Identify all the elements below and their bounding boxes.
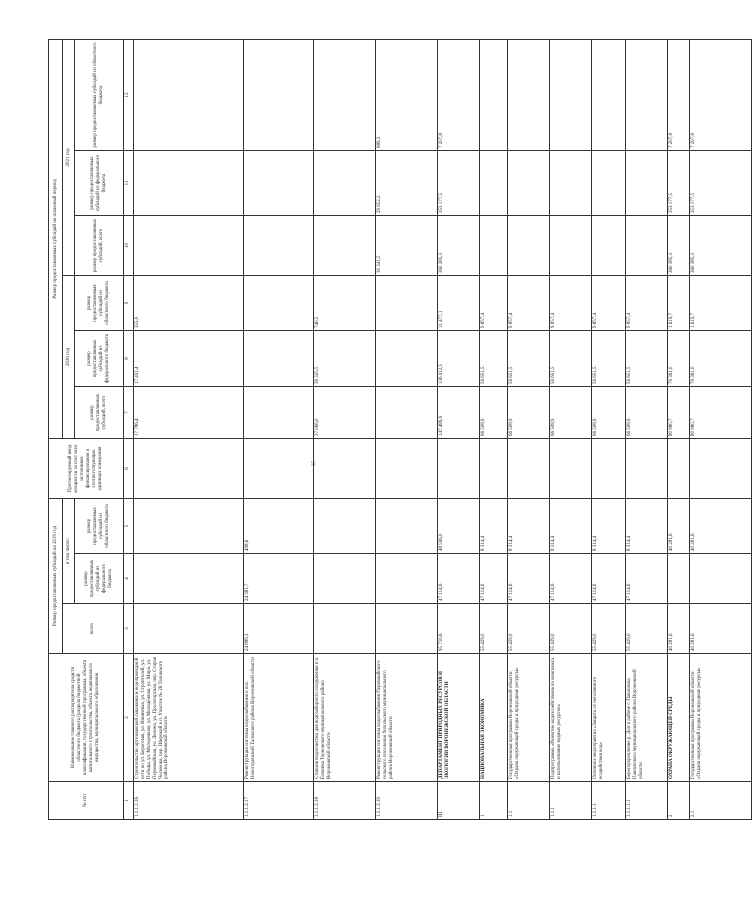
header-2019: Размер предоставляемых субсидий на 2019 год [49,498,63,653]
row-name: ОХРАНА ОКРУЖАЮЩЕЙ СРЕДЫ [668,654,690,782]
cell-value: 55 429,0 [550,604,592,654]
table-row [244,39,314,819]
column-number: 9 [124,275,134,330]
table-row [550,39,592,819]
row-name: ДЕПАРТАМЕНТ ПРИРОДНЫХ РЕСУРСОВ И ЭКОЛОГИИ ВОРОНЕЖСКОЙ ОБЛАСТИ [438,654,480,782]
table-row [438,39,480,819]
cell-value [134,604,244,654]
cell-value: 56 651,5 [480,330,508,386]
cell-value: 1 619,7 [690,275,752,330]
cell-value [244,39,314,150]
header-2019-fed: размер предоставляемых субсидий из федерального бюджета [75,554,124,604]
header-plan-period: Размер предоставляемых субсидий на плановый период [49,39,63,438]
column-number: 3 [124,604,134,654]
cell-value [480,215,508,275]
cell-value [134,39,244,150]
header-2021-total: размер предоставляемых субсидий, всего [75,215,124,275]
cell-value [626,215,668,275]
row-number: 2 [668,782,690,820]
header-capacity: Прогнозируемый ввод мощности за счет всех источников финансирования в соответствующих единицах измерения [49,438,124,498]
column-number: 12 [124,39,134,150]
cell-value [626,39,668,150]
table-row [134,39,244,819]
cell-value [480,39,508,150]
cell-value [314,498,376,553]
cell-value [314,604,376,654]
cell-value: 360 385,3 [438,215,480,275]
column-number-row [124,39,134,819]
cell-value [592,39,626,150]
cell-value: 8 314,4 [592,498,626,553]
table-row [626,39,668,819]
table-row [508,39,550,819]
column-number: 1 [124,782,134,820]
cell-value [376,275,438,330]
cell-value: 7 207,8 [438,39,480,150]
cell-value [244,275,314,330]
cell-value [244,330,314,386]
row-name: Подпрограмма «Развитие водохозяйственного комплекса и использование водных ресурсов» [550,654,592,782]
cell-value: 66 508,9 [592,386,626,438]
cell-value: 47 114,6 [626,554,668,604]
cell-value: 47 114,6 [592,554,626,604]
row-number: 1.1.1.2.18 [314,782,376,820]
row-number: 1.1.1.2.16 [134,782,244,820]
cell-value: 8 314,4 [480,498,508,553]
table-row [592,39,626,819]
table-row [480,39,508,819]
cell-value: 136 012,5 [438,330,480,386]
cell-value: 1 619,7 [668,275,690,330]
cell-value: 24 889,3 [244,604,314,654]
cell-value: 48 596,0 [438,498,480,553]
cell-value [314,438,376,498]
row-number: 1.1.1.1.1 [626,782,668,820]
cell-value: 8 314,4 [508,498,550,553]
cell-value: 17 431,4 [134,330,244,386]
column-number: 2 [124,654,134,782]
header-2019-reg: размер предоставляемых субсидий из областного бюджета [75,498,124,553]
row-name: Государственная программа Воронежской области «Охрана окружающей среды и природные ресурсы» [508,654,550,782]
header-2020-reg: размер предоставляемых субсидий из областного бюджета [75,275,124,330]
cell-value: 56 651,5 [626,330,668,386]
cell-value [690,554,752,604]
row-name: Берегоукрепление р. Дон в районе г. Павловска Павловского муниципального района Воронежской области [626,654,668,782]
cell-value [244,150,314,215]
header-name: Наименование главного распорядителя средств областного бюджета (раздела бюджетной классификации, государственной программы, объекта капитального строительства, объекта недвижимого имущества, муниципального образования [49,654,124,782]
cell-value: 9 857,4 [480,275,508,330]
cell-value [314,554,376,604]
cell-value: 29 652,2 [376,150,438,215]
header-2019-total: всего [63,604,124,654]
cell-value [550,39,592,150]
row-number: III [438,782,480,820]
cell-value: 689,3 [376,39,438,150]
cell-value [376,604,438,654]
cell-value: 353 177,5 [438,150,480,215]
subsidy-table [48,39,752,820]
cell-value: 56 651,5 [508,330,550,386]
cell-value: 66 508,9 [480,386,508,438]
cell-value [508,438,550,498]
cell-value: 7 207,8 [690,39,752,150]
cell-value: 7 207,8 [668,39,690,150]
cell-value [134,215,244,275]
header-2021: 2021 год [63,39,75,275]
cell-value [376,498,438,553]
row-name: Станция водоочистки для водозаборного сооружения в п. Ёлкинка Терновского муниципального района Воронежской области [314,654,376,782]
cell-value: 47 114,6 [480,554,508,604]
row-name: Основное мероприятие «Защита от негативного воздействия вод» [592,654,626,782]
cell-value: 8 314,4 [626,498,668,553]
cell-value [550,150,592,215]
cell-value [508,215,550,275]
cell-value: 11 477,1 [438,275,480,330]
column-number: 7 [124,386,134,438]
column-number: 6 [124,438,134,498]
cell-value: 360 385,3 [668,215,690,275]
row-number: 1.1 [508,782,550,820]
cell-value [134,498,244,553]
header-2020-total: размер предоставляемых субсидий, всего [75,386,124,438]
cell-value [668,438,690,498]
cell-value: 353 177,5 [668,150,690,215]
cell-value: 740,5 [314,275,376,330]
cell-value: 66 508,9 [508,386,550,438]
cell-value: 80 980,7 [668,386,690,438]
cell-value [134,554,244,604]
row-name: Строительство артезианской скважины и водопроводной сети по ул. Береговая, ул. Вишневая, ул. Строителей, ул. Победы, ул. Молодежная, ул. Молодёжная, ул. Мира, ул. Первомайская, ул. Ленина, ул. Пролетарская, пер. Старая Чесменка, пер. Широкий в п. Участок № 26 Таловского района Воронежской области [134,654,244,782]
cell-value [438,438,480,498]
cell-value [244,215,314,275]
header-2020: 2020 год [63,275,75,438]
cell-value [314,215,376,275]
column-number: 8 [124,330,134,386]
row-name: Реконструкция системы водоснабжения в пос. Новогоренский Таловского района Воронежской области [244,654,314,782]
cell-value [134,438,244,498]
row-number: 1.1.1.1 [592,782,626,820]
cell-value [508,150,550,215]
cell-value: 47 114,6 [508,554,550,604]
row-number: 1 [480,782,508,820]
cell-value [668,554,690,604]
cell-value: 24 381,7 [244,554,314,604]
row-number: 1.1.1 [550,782,592,820]
cell-value [376,330,438,386]
cell-value: 355,0 [134,275,244,330]
header-2019-incl: в том числе: [63,498,75,603]
cell-value: 9 857,4 [508,275,550,330]
cell-value: 40 281,6 [690,604,752,654]
page-number: 35 [312,461,317,466]
cell-value: 37 066,0 [314,386,376,438]
cell-value: 8 314,4 [550,498,592,553]
cell-value: 30 341,5 [376,215,438,275]
row-number: 1.1.1.2.17 [244,782,314,820]
cell-value: 353 177,5 [690,150,752,215]
cell-value: 55 429,0 [480,604,508,654]
rotated-table-container [48,40,702,820]
row-number: 1.1.1.2.19 [376,782,438,820]
cell-value: 56 651,5 [550,330,592,386]
cell-value [626,438,668,498]
cell-value [626,150,668,215]
cell-value [314,39,376,150]
cell-value: 95 710,6 [438,604,480,654]
row-name: НАЦИОНАЛЬНАЯ ЭКОНОМИКА [480,654,508,782]
table-body [134,39,752,819]
row-number: 2.1 [690,782,752,820]
column-number: 10 [124,215,134,275]
cell-value: 9 857,4 [592,275,626,330]
cell-value: 55 429,0 [508,604,550,654]
row-name: Государственная программа Воронежской области «Охрана окружающей среды и природные ресурсы» [690,654,752,782]
cell-value: 498,6 [244,498,314,553]
cell-value: 40 281,6 [668,604,690,654]
cell-value: 147 489,6 [438,386,480,438]
cell-value [244,386,314,438]
cell-value [376,438,438,498]
header-2021-fed: размер предоставляемых субсидий из федерального бюджета [75,150,124,215]
cell-value [508,39,550,150]
header-2020-fed: размер предоставляемых субсидий из федерального бюджета [75,330,124,386]
cell-value: 17 786,4 [134,386,244,438]
cell-value: 55 429,0 [626,604,668,654]
table-row [668,39,690,819]
cell-value: 40 281,6 [690,498,752,553]
cell-value: 79 361,0 [668,330,690,386]
cell-value: 56 651,5 [592,330,626,386]
cell-value [244,438,314,498]
table-row [314,39,376,819]
row-name: Реконструкция системы водоснабжения Первомайского сельского поселения Хохольского муниципального района Воронежской области [376,654,438,782]
cell-value [134,150,244,215]
cell-value [550,438,592,498]
table-row [376,39,438,819]
cell-value: 79 361,0 [690,330,752,386]
cell-value [480,438,508,498]
cell-value [376,554,438,604]
cell-value: 80 980,7 [690,386,752,438]
cell-value [592,215,626,275]
cell-value [690,438,752,498]
cell-value: 9 857,4 [550,275,592,330]
cell-value: 40 281,6 [668,498,690,553]
cell-value [376,386,438,438]
header-num: № п/п [49,782,124,820]
cell-value: 47 114,6 [438,554,480,604]
cell-value: 360 385,3 [690,215,752,275]
column-number: 11 [124,150,134,215]
cell-value [592,150,626,215]
cell-value: 47 114,6 [550,554,592,604]
cell-value: 36 325,5 [314,330,376,386]
cell-value [480,150,508,215]
column-number: 5 [124,498,134,553]
cell-value: 55 429,0 [592,604,626,654]
cell-value [314,150,376,215]
cell-value [592,438,626,498]
cell-value: 9 857,4 [626,275,668,330]
cell-value [550,215,592,275]
cell-value: 66 508,9 [550,386,592,438]
table-row [690,39,752,819]
cell-value: 66 508,9 [626,386,668,438]
header-2021-reg: размер предоставляемых субсидий из областного бюджета [75,39,124,150]
column-number: 4 [124,554,134,604]
